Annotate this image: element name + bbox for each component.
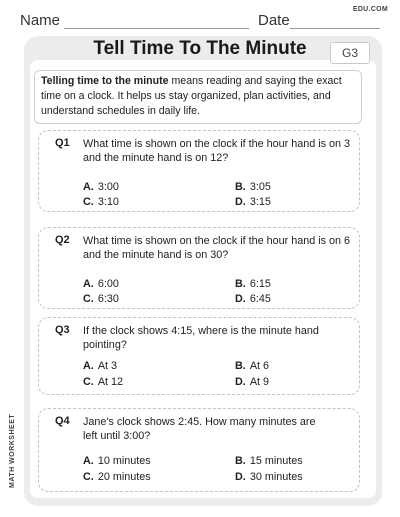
question-text: What time is shown on the clock if the hour hand is on 6 and the minute hand is on 30? xyxy=(83,235,351,261)
option-c[interactable] xyxy=(83,293,119,305)
option-d[interactable] xyxy=(235,471,303,483)
option-a[interactable] xyxy=(83,278,119,290)
option-letter: A. xyxy=(83,278,94,290)
option-c[interactable] xyxy=(83,376,123,388)
option-value: At 12 xyxy=(97,376,124,388)
option-value: 20 minutes xyxy=(97,471,151,483)
option-letter: D. xyxy=(235,293,246,305)
name-line[interactable] xyxy=(64,28,249,29)
option-letter: C. xyxy=(83,293,94,305)
option-letter: C. xyxy=(83,471,94,483)
date-line[interactable] xyxy=(290,28,380,29)
option-letter: A. xyxy=(83,181,94,193)
intro-box xyxy=(34,70,362,124)
option-letter: A. xyxy=(83,360,94,372)
option-c[interactable] xyxy=(83,196,119,208)
option-letter: C. xyxy=(83,376,94,388)
option-letter: B. xyxy=(235,181,246,193)
question-text: If the clock shows 4:15, where is the minute hand pointing? xyxy=(83,325,319,351)
question-number: Q2 xyxy=(55,234,70,246)
option-value: 6:30 xyxy=(97,293,119,305)
question-card xyxy=(38,227,360,309)
intro-bold: Telling time to the minute xyxy=(41,75,169,87)
option-value: At 9 xyxy=(249,376,270,388)
option-value: 6:15 xyxy=(249,278,271,290)
side-label: MATH WORKSHEET xyxy=(9,413,16,488)
question-number: Q3 xyxy=(55,324,70,336)
option-value: 6:45 xyxy=(249,293,271,305)
question-card xyxy=(38,130,360,212)
intro-text: means reading and saying the exact time on a clock. It helps us stay organized, plan activities, and understand schedules in daily life. xyxy=(41,75,342,117)
date-label: Date xyxy=(258,12,290,29)
option-d[interactable] xyxy=(235,293,271,305)
brand-logo: EDU.COM xyxy=(352,6,388,13)
option-value: 3:05 xyxy=(249,181,271,193)
option-value: 3:15 xyxy=(249,196,271,208)
option-letter: A. xyxy=(83,455,94,467)
option-value: 3:10 xyxy=(97,196,119,208)
question-card xyxy=(38,317,360,395)
worksheet-title: Tell Time To The Minute xyxy=(93,38,307,59)
option-value: At 6 xyxy=(249,360,270,372)
option-value: At 3 xyxy=(97,360,118,372)
question-card xyxy=(38,408,360,492)
option-d[interactable] xyxy=(235,376,269,388)
option-a[interactable] xyxy=(83,181,119,193)
grade-badge: G3 xyxy=(330,42,370,64)
option-letter: B. xyxy=(235,455,246,467)
option-b[interactable] xyxy=(235,278,271,290)
option-letter: D. xyxy=(235,196,246,208)
option-value: 3:00 xyxy=(97,181,119,193)
question-number: Q4 xyxy=(55,415,70,427)
option-a[interactable] xyxy=(83,360,117,372)
option-b[interactable] xyxy=(235,455,303,467)
option-letter: B. xyxy=(235,360,246,372)
question-text: What time is shown on the clock if the hour hand is on 3 and the minute hand is on 12? xyxy=(83,138,351,164)
option-d[interactable] xyxy=(235,196,271,208)
option-b[interactable] xyxy=(235,360,269,372)
option-value: 6:00 xyxy=(97,278,119,290)
option-b[interactable] xyxy=(235,181,271,193)
option-letter: C. xyxy=(83,196,94,208)
name-label: Name xyxy=(20,12,61,29)
option-value: 10 minutes xyxy=(97,455,151,467)
option-value: 15 minutes xyxy=(249,455,303,467)
option-a[interactable] xyxy=(83,455,151,467)
question-text: Jane's clock shows 2:45. How many minutes are left until 3:00? xyxy=(83,416,316,442)
option-letter: D. xyxy=(235,471,246,483)
option-letter: D. xyxy=(235,376,246,388)
option-value: 30 minutes xyxy=(249,471,303,483)
question-number: Q1 xyxy=(55,137,70,149)
option-c[interactable] xyxy=(83,471,151,483)
option-letter: B. xyxy=(235,278,246,290)
